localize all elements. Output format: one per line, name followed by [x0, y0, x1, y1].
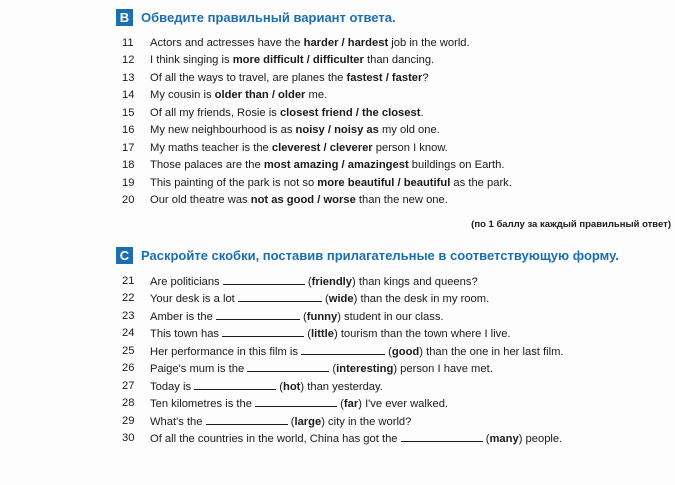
answer-blank[interactable]	[255, 395, 337, 407]
section-c-items	[122, 273, 564, 447]
answer-blank[interactable]	[223, 273, 305, 285]
answer-blank[interactable]	[247, 360, 329, 372]
item-text: What's the (large) city in the world?	[150, 413, 411, 430]
exercise-item	[122, 87, 512, 104]
answer-option[interactable]: not as good / worse	[250, 193, 356, 206]
answer-option[interactable]: little	[310, 328, 334, 341]
item-text: Of all the ways to travel, are planes the fastest / faster?	[150, 71, 429, 84]
item-number: 16	[122, 124, 135, 137]
answer-option[interactable]: many	[489, 432, 519, 445]
section-b-header	[116, 7, 396, 27]
item-text: Our old theatre was not as good / worse than the new one.	[150, 193, 448, 206]
exercise-item	[122, 378, 564, 395]
item-text: Paige's mum is the (interesting) person I have met.	[150, 360, 493, 377]
answer-option[interactable]: funny	[306, 310, 338, 323]
answer-option[interactable]: interesting	[336, 363, 394, 376]
answer-blank[interactable]	[238, 290, 322, 302]
item-number: 25	[122, 344, 135, 357]
section-c-header	[116, 245, 619, 265]
answer-option[interactable]: older than / older	[214, 89, 306, 102]
exercise-item	[122, 343, 564, 360]
exercise-item	[122, 175, 512, 192]
exercise-item	[122, 140, 512, 157]
exercise-item	[122, 413, 564, 430]
answer-option[interactable]: fastest / faster	[346, 71, 423, 84]
exercise-item	[122, 273, 564, 290]
item-text: Are politicians (friendly) than kings and queens?	[150, 273, 478, 290]
item-text: My new neighbourhood is as noisy / noisy as my old one.	[150, 124, 440, 137]
item-number: 20	[122, 193, 135, 206]
item-number: 15	[122, 106, 135, 119]
exercise-item	[122, 360, 564, 377]
exercise-item	[122, 157, 512, 174]
item-text: My maths teacher is the cleverest / cleverer person I know.	[150, 141, 448, 154]
item-text: Her performance in this film is (good) than the one in her last film.	[150, 343, 564, 360]
item-number: 23	[122, 309, 135, 322]
exercise-item	[122, 192, 512, 209]
exercise-item	[122, 105, 512, 122]
answer-option[interactable]: hot	[283, 380, 301, 393]
item-number: 11	[122, 37, 134, 49]
item-number: 19	[122, 176, 135, 189]
item-text: Actors and actresses have the harder / hardest job in the world.	[150, 37, 470, 49]
item-number: 17	[122, 141, 135, 154]
item-number: 30	[122, 431, 135, 444]
item-number: 24	[122, 327, 135, 340]
item-number: 21	[122, 275, 135, 287]
item-number: 18	[122, 159, 135, 172]
item-number: 22	[122, 292, 135, 305]
exercise-item	[122, 52, 512, 69]
answer-option[interactable]: large	[294, 415, 322, 428]
answer-option[interactable]: good	[391, 345, 420, 358]
exercise-item	[122, 35, 512, 52]
answer-blank[interactable]	[216, 308, 300, 320]
answer-option[interactable]: more difficult / difficulter	[232, 54, 364, 67]
item-text: Of all my friends, Rosie is closest friend / the closest.	[150, 106, 424, 119]
answer-option[interactable]: closest friend / the closest	[279, 106, 421, 119]
item-text: Today is (hot) than yesterday.	[150, 378, 383, 395]
answer-blank[interactable]	[301, 343, 385, 355]
answer-option[interactable]: harder / hardest	[303, 37, 389, 49]
item-text: Amber is the (funny) student in our class.	[150, 308, 444, 325]
answer-blank[interactable]	[194, 378, 276, 390]
section-b-items	[122, 35, 512, 209]
item-number: 26	[122, 362, 135, 375]
answer-option[interactable]: most amazing / amazingest	[263, 159, 409, 172]
item-number: 12	[122, 54, 135, 67]
item-text: Your desk is a lot (wide) than the desk in my room.	[150, 290, 489, 307]
section-b-instruction: Обведите правильный вариант ответа.	[141, 9, 396, 25]
exercise-item	[122, 290, 564, 307]
section-b-badge: B	[116, 9, 133, 26]
answer-option[interactable]: more beautiful / beautiful	[317, 176, 451, 189]
answer-option[interactable]: cleverest / cleverer	[271, 141, 373, 154]
item-text: This painting of the park is not so more beautiful / beautiful as the park.	[150, 176, 512, 189]
answer-option[interactable]: friendly	[311, 276, 353, 288]
answer-blank[interactable]	[206, 413, 288, 425]
item-text: I think singing is more difficult / difficulter than dancing.	[150, 54, 435, 67]
item-number: 27	[122, 379, 135, 392]
item-number: 28	[122, 397, 135, 410]
section-c-instruction: Раскройте скобки, поставив прилагательные в соответствующую форму.	[141, 247, 619, 263]
answer-blank[interactable]	[401, 430, 483, 442]
item-text: Of all the countries in the world, China has got the (many) people.	[150, 430, 562, 447]
section-c-badge: C	[116, 247, 133, 264]
exercise-item	[122, 395, 564, 412]
item-text: Those palaces are the most amazing / amazingest buildings on Earth.	[150, 159, 505, 172]
item-text: Ten kilometres is the (far) I've ever walked.	[150, 395, 448, 412]
answer-option[interactable]: wide	[328, 293, 354, 306]
item-number: 14	[122, 89, 135, 102]
item-text: This town has (little) tourism than the town where I live.	[150, 325, 511, 342]
item-number: 29	[122, 414, 135, 427]
exercise-item	[122, 70, 512, 87]
answer-option[interactable]: far	[343, 398, 359, 411]
item-text: My cousin is older than / older me.	[150, 89, 328, 102]
exercise-item	[122, 325, 564, 342]
answer-option[interactable]: noisy / noisy as	[295, 124, 379, 137]
exercise-item	[122, 308, 564, 325]
score-note: (по 1 баллу за каждый правильный ответ)	[471, 219, 671, 230]
exercise-item	[122, 122, 512, 139]
answer-blank[interactable]	[222, 325, 304, 337]
exercise-item	[122, 430, 564, 447]
item-number: 13	[122, 71, 135, 84]
